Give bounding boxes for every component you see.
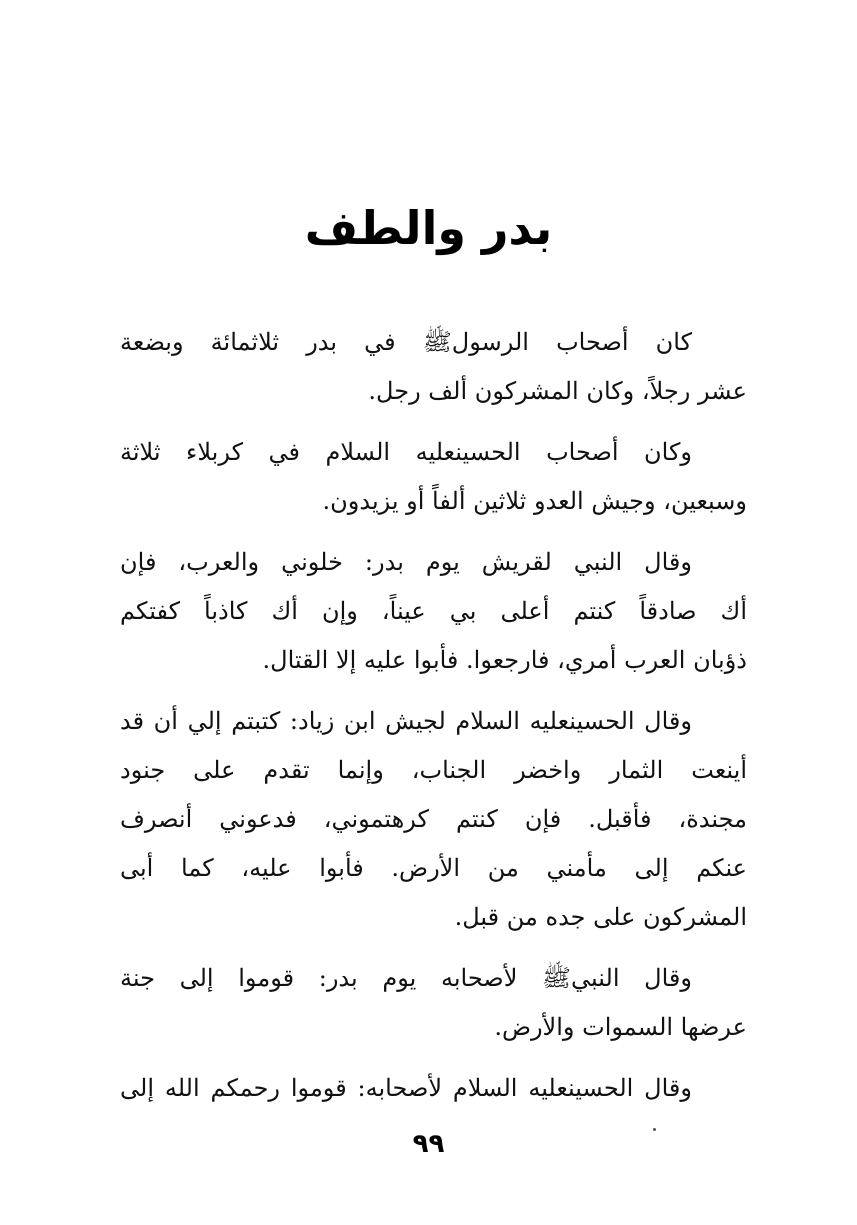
text-line: وقال النبيﷺ لأصحابه يوم بدر: قوموا إلى جنة [120,964,692,992]
body-text [120,318,747,1125]
paragraph [120,697,747,942]
text-line: وقال الحسينعليه السلام لجيش ابن زياد: كتبتم إلي أن قد [120,707,692,735]
paragraph [120,318,747,416]
text-line: وكان أصحاب الحسينعليه السلام في كربلاء ثلاثة [120,438,692,466]
text-line: عنكم إلى مأمني من الأرض. فأبوا عليه، كما أبى [120,854,747,882]
text-line: عشر رجلاً، وكان المشركون ألف رجل. [368,377,747,405]
text-line: أك صادقاً كنتم أعلى بي عيناً، وإن أك كاذباً كفتكم [120,597,747,625]
chapter-title: بدر والطف [304,201,553,255]
text-line: وسبعين، وجيش العدو ثلاثين ألفاً أو يزيدون. [322,487,747,515]
text-line: ذؤبان العرب أمري، فارجعوا. فأبوا عليه إلا القتال. [262,646,747,674]
text-line: كان أصحاب الرسولﷺ في بدر ثلاثمائة وبضعة [120,328,692,356]
text-line: المشركون على جده من قبل. [454,903,747,931]
text-line: مجندة، فأقبل. فإن كنتم كرهتموني، فدعوني أنصرف [120,805,747,833]
paragraph [120,428,747,526]
paragraph [120,538,747,685]
paragraph [120,954,747,1052]
text-line: عرضها السموات والأرض. [494,1013,747,1041]
text-line: أينعت الثمار واخضر الجناب، وإنما تقدم على جنود [120,756,747,784]
text-line: وقال الحسينعليه السلام لأصحابه: قوموا رحمكم الله إلى [120,1074,692,1102]
page-number: ٩٩ [412,1129,445,1159]
paragraph [120,1064,747,1113]
text-line: وقال النبي لقريش يوم بدر: خلوني والعرب، فإن [120,548,692,576]
